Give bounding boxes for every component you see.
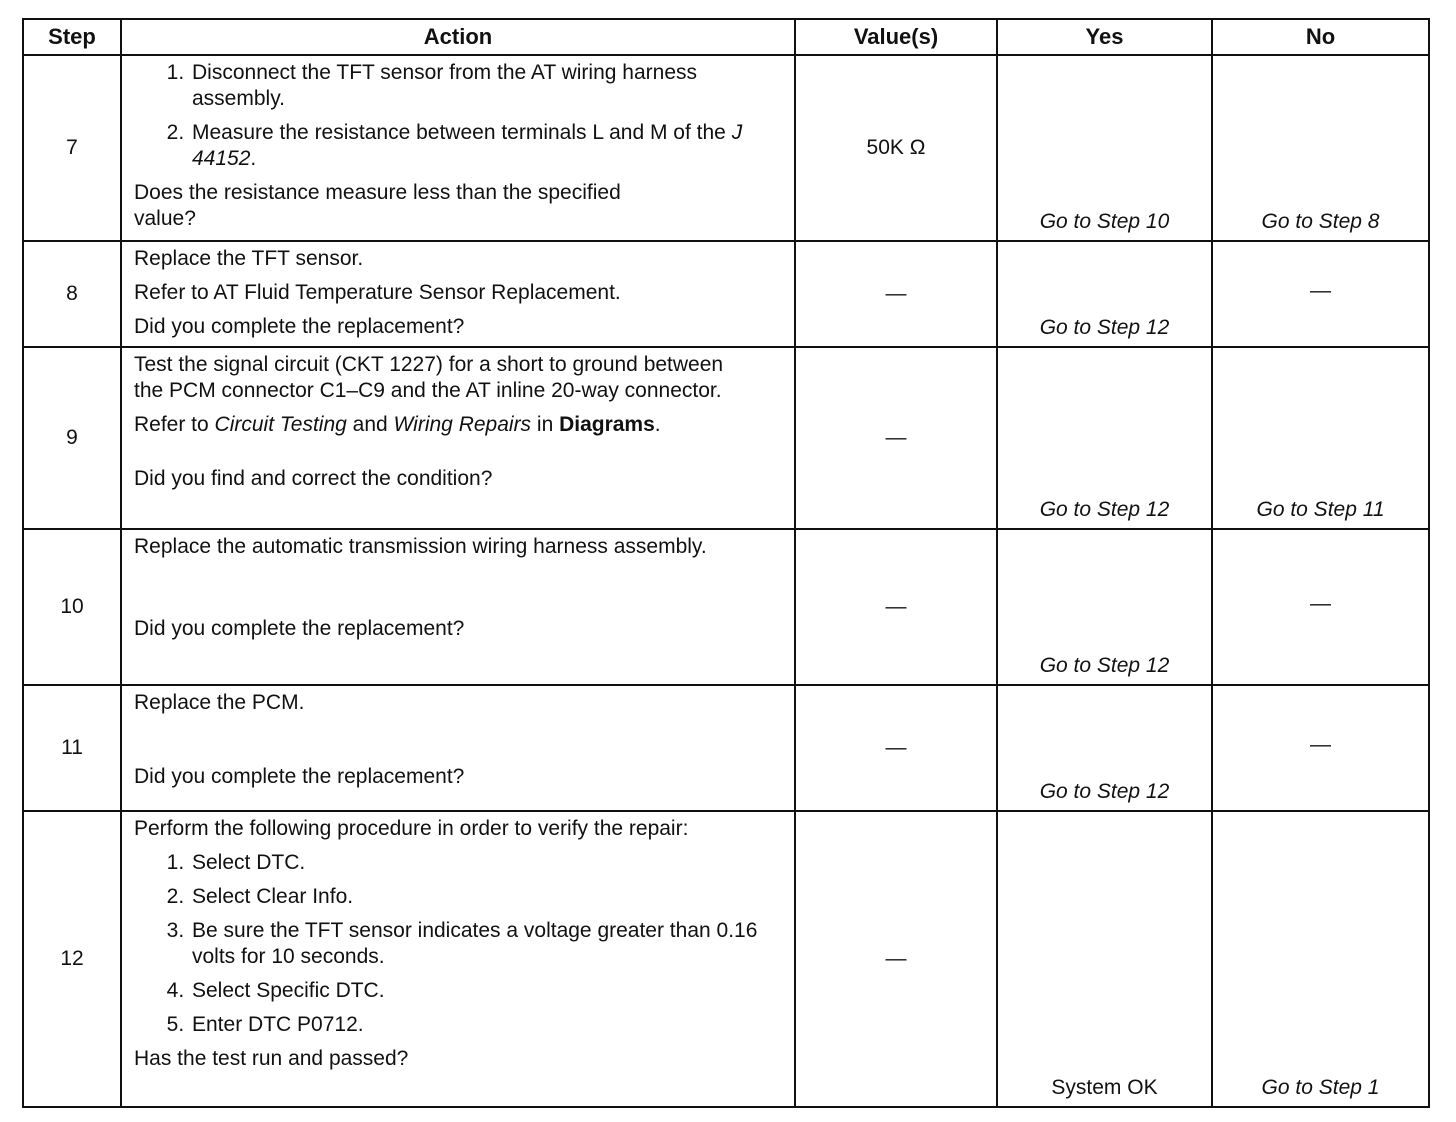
yes-cell: System OK — [997, 811, 1212, 1107]
action-cell — [121, 241, 795, 347]
header-row — [23, 19, 1429, 55]
step-number: 11 — [23, 685, 121, 811]
no-cell: Go to Step 8 — [1212, 55, 1429, 241]
action-question: Did you complete the replacement? — [134, 765, 465, 788]
action-question: Has the test run and passed? — [134, 1047, 409, 1070]
step-number: 7 — [23, 55, 121, 241]
header-yes: Yes — [997, 19, 1212, 55]
no-cell: Go to Step 11 — [1212, 347, 1429, 529]
step-number: 9 — [23, 347, 121, 529]
value-cell: — — [795, 685, 997, 811]
yes-cell: Go to Step 12 — [997, 529, 1212, 685]
header-values: Value(s) — [795, 19, 997, 55]
action-reference: Refer to AT Fluid Temperature Sensor Replacement. — [134, 281, 621, 304]
action-question: Did you complete the replacement? — [134, 617, 465, 640]
action-cell — [121, 811, 795, 1107]
yes-cell: Go to Step 10 — [997, 55, 1212, 241]
action-list — [134, 850, 782, 1038]
header-no: No — [1212, 19, 1429, 55]
no-cell: — — [1212, 529, 1429, 685]
no-cell: — — [1212, 241, 1429, 347]
ref-section-diagrams: Diagrams — [559, 413, 655, 436]
action-question: Does the resistance measure less than the specified value? — [134, 181, 621, 230]
item-text-end: . — [250, 147, 257, 170]
diagnostic-table — [22, 18, 1430, 1108]
table-row — [23, 529, 1429, 685]
yes-cell: Go to Step 12 — [997, 685, 1212, 811]
action-cell — [121, 347, 795, 529]
table-row — [23, 347, 1429, 529]
action-text: Perform the following procedure in order to verify the repair: — [134, 817, 689, 840]
header-step: Step — [23, 19, 121, 55]
yes-cell: Go to Step 12 — [997, 347, 1212, 529]
step-number: 8 — [23, 241, 121, 347]
yes-cell: Go to Step 12 — [997, 241, 1212, 347]
value-cell: 50K Ω — [795, 55, 997, 241]
action-reference — [134, 412, 782, 438]
no-cell: Go to Step 1 — [1212, 811, 1429, 1107]
action-text: Test the signal circuit (CKT 1227) for a short to ground between the PCM connector C1–C9 and the AT inline 20-way connector. — [134, 353, 724, 402]
action-list — [134, 60, 782, 172]
list-item: 1. Disconnect the TFT sensor from the AT wiring harness assembly. — [190, 60, 782, 112]
action-question: Did you find and correct the condition? — [134, 467, 493, 490]
no-cell: — — [1212, 685, 1429, 811]
header-action: Action — [121, 19, 795, 55]
item-text: Measure the resistance between terminals L and M of the — [192, 121, 732, 144]
list-item: 1. Select DTC. — [190, 850, 782, 876]
action-cell — [121, 55, 795, 241]
ref-link-wiring-repairs: Wiring Repairs — [393, 413, 532, 436]
list-item: 5. Enter DTC P0712. — [190, 1012, 782, 1038]
action-question: Did you complete the replacement? — [134, 315, 465, 338]
action-text: Replace the PCM. — [134, 691, 305, 714]
ref-link-circuit-testing: Circuit Testing — [214, 413, 347, 436]
list-item: 4. Select Specific DTC. — [190, 978, 782, 1004]
list-item: 3. Be sure the TFT sensor indicates a voltage greater than 0.16 volts for 10 seconds. — [190, 918, 782, 970]
tool-number: J 44152 — [192, 121, 743, 170]
table-row — [23, 811, 1429, 1107]
value-cell: — — [795, 529, 997, 685]
table-row — [23, 55, 1429, 241]
list-item: 2. Select Clear Info. — [190, 884, 782, 910]
ref-text: Refer to — [134, 413, 215, 436]
value-cell: — — [795, 241, 997, 347]
step-number: 10 — [23, 529, 121, 685]
step-number: 12 — [23, 811, 121, 1107]
action-text: Replace the TFT sensor. — [134, 247, 364, 270]
action-cell — [121, 529, 795, 685]
ref-text: . — [654, 413, 661, 436]
value-cell: — — [795, 811, 997, 1107]
table-row — [23, 241, 1429, 347]
action-cell — [121, 685, 795, 811]
table-row — [23, 685, 1429, 811]
action-text: Replace the automatic transmission wiring harness assembly. — [134, 535, 707, 558]
ref-text: and — [346, 413, 394, 436]
list-item — [190, 120, 782, 172]
ref-text: in — [531, 413, 560, 436]
value-cell: — — [795, 347, 997, 529]
